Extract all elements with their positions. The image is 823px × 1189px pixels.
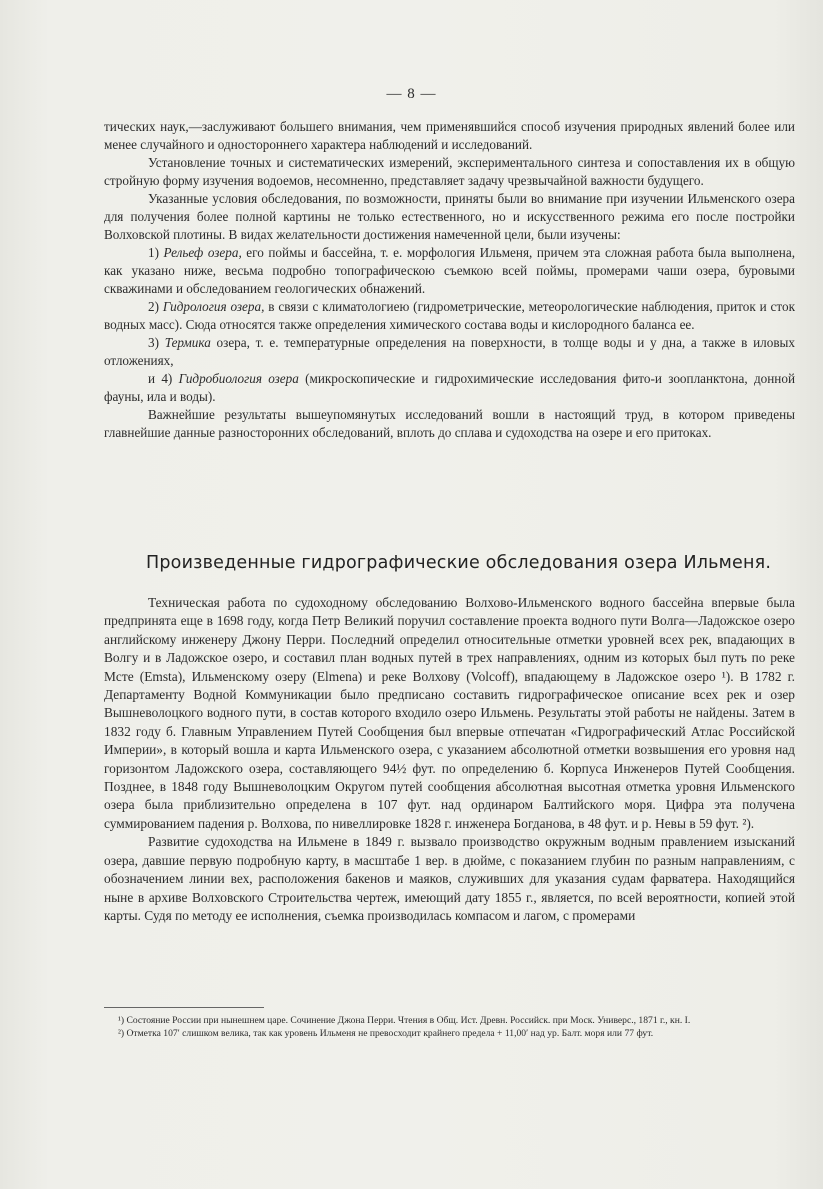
list-item-hydrology [104, 298, 795, 334]
list-term: Гидробиология озера [178, 371, 299, 386]
paragraph: Техническая работа по судоходному обследованию Волхово-Ильменского водного бассейна впервые была предпринята еще в 1698 году, когда Петр Великий поручил составление проекта водного пути Волга—Ладожское озеро английскому инженеру Джону Перри. Последний определил относительные отметки уровней всех рек, впадающих в Волгу и в Ладожское озеро, и составил план водных путей в трех направлениях, одним из которых был путь по реке Мсте (Emsta), Ильменскому озеру (Elmena) и реке Волхову (Volcoff), впадающему в Ладожское озеро ¹). В 1782 г. Департаменту Водной Коммуникации было предписано составить гидрографическое описание всех рек и озер Вышневолоцкого водного пути, в состав которого входило озеро Ильмень. Результаты этой работы не найдены. Затем в 1832 году б. Главным Управлением Путей Сообщения был впервые отпечатан «Гидрографический Атлас Российской Империи», в который вошла и карта Ильменского озера, с указанием абсолютной отметки возвышения его уровня над горизонтом Ладожского озера, составляющего 94½ фут. по определению б. Корпуса Инженеров Путей Сообщения. Позднее, в 1848 году Вышневолоцким Округом путей сообщения абсолютная высотная отметка уровня Ильменского озера была приблизительно определена в 107 фут. над ординаром Балтийского моря. Цифра эта получена суммированием падения р. Волхова, по нивеллировке 1828 г. инженера Богданова, в 48 фут. и р. Невы в 59 фут. ²). [104, 595, 795, 831]
section-heading: Произведенные гидрографические обследования озера Ильменя. [146, 553, 772, 573]
list-item-thermics [104, 334, 795, 370]
paragraph: Указанные условия обследования, по возможности, приняты были во внимание при изучении Ильменского озера для получения более полной картины не только естественного, но и искусственного режима его после постройки Волховской плотины. В видах желательности достижения намеченной цели, были изучены: [104, 191, 795, 242]
list-item-hydrobiology [104, 370, 795, 406]
paragraph: Важнейшие результаты вышеупомянутых исследований вошли в настоящий труд, в котором приведены главнейшие данные разносторонних обследований, вплоть до сплава и судоходства на озере и его притоках. [104, 407, 795, 440]
footnote: ²) Отметка 107′ слишком велика, так как уровень Ильменя не превосходит крайнего предела + 11,00′ над ур. Балт. моря или 77 фут. [118, 1028, 654, 1039]
list-term: Гидрология озера, [162, 299, 265, 314]
footnote-divider [104, 1007, 264, 1008]
list-text: озера, т. е. температурные определения на поверхности, в толще воды и у дна, а также в иловых отложениях, [104, 335, 796, 368]
list-number: 3) [148, 335, 159, 350]
list-number: 2) [148, 299, 159, 314]
paragraph: Развитие судоходства на Ильмене в 1849 г. вызвало производство окружным водным правлением изысканий озера, давшие первую подробную карту, в масштабе 1 вер. в дюйме, с показанием глубин по разным направлениям, с обозначением линии вех, расположения бакенов и маяков, служивших для указания судам фарватера. Находящийся ныне в архиве Волховского Строительства чертеж, имеющий дату 1855 г., является, по всей вероятности, копией этой карты. Судя по методу ее исполнения, съемка производилась компасом и лагом, с промерами [104, 834, 795, 923]
list-item-relief [104, 244, 795, 298]
list-text: его поймы и бассейна, т. е. морфология Ильменя, причем эта сложная работа была выполнена, как указано ниже, весьма подробно топографическою съемкою всей поймы, промерами чаши озера, буровыми скважинами и обследованием геологических обнажений. [104, 245, 795, 296]
page-number: — 8 — [386, 86, 437, 102]
footnotes [104, 1014, 795, 1040]
list-number: и 4) [148, 371, 173, 386]
paragraph: тических наук,—заслуживают большего внимания, чем применявшийся способ изучения природных явлений более или менее случайного и одностороннего характера наблюдений и исследований. [104, 119, 795, 152]
text-block-history [104, 594, 795, 925]
list-term: Рельеф озера, [163, 245, 242, 260]
list-text: (микроскопические и гидрохимические исследования фито-и зоопланктона, донной фауны, ила и воды). [104, 371, 796, 404]
footnote: ¹) Состояние России при нынешнем царе. Сочинение Джона Перри. Чтения в Общ. Ист. Древн. Российск. при Моск. Универс., 1871 г., кн. I. [118, 1015, 691, 1026]
list-number: 1) [148, 245, 159, 260]
list-text: в связи с климатологиею (гидрометрические, метеорологические наблюдения, приток и сток водных масс). Сюда относятся также определения химического состава воды и кислородного баланса ее. [104, 299, 795, 332]
list-term: Термика [164, 335, 211, 350]
paragraph: Установление точных и систематических измерений, экспериментального синтеза и сопоставления их в общую стройную форму изучения водоемов, несомненно, представляет задачу чрезвычайной важности будущего. [104, 155, 795, 188]
text-block-intro [104, 118, 795, 442]
